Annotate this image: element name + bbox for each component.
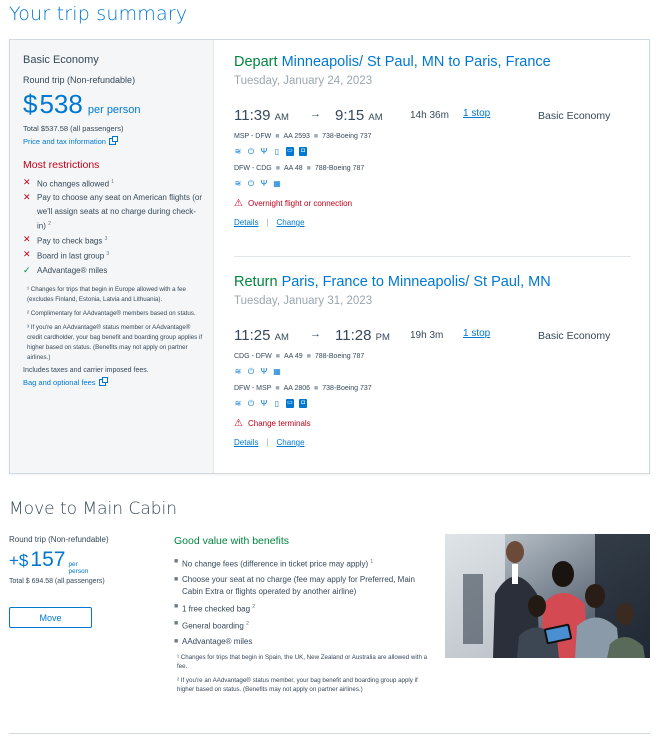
power-icon: ⏻ (247, 146, 255, 156)
footnote-ref: 3 (106, 251, 110, 258)
details-link[interactable]: Details (234, 438, 259, 447)
upsell-title: Move to Main Cabin (9, 499, 178, 519)
restriction-text: AAdvantage® miles (37, 265, 108, 275)
fare-price (23, 89, 203, 120)
price-per-person: per person (87, 104, 141, 116)
wifi-icon: ≋ (234, 366, 242, 376)
external-link-icon (109, 138, 116, 145)
leg-route: CDG - DFW (234, 353, 272, 360)
upsell-trip-type: Round trip (Non-refundable) (9, 535, 109, 544)
leg-info (234, 165, 631, 172)
power-icon: ⏻ (247, 178, 255, 188)
separator-dot: ■ (306, 165, 311, 172)
restriction-item (23, 233, 203, 248)
change-link[interactable]: Change (276, 438, 305, 447)
leg-aircraft: 738-Boeing 737 (322, 385, 372, 392)
leg-info (234, 385, 631, 392)
duration: 14h 36m (410, 110, 449, 121)
separator-dot: ■ (275, 165, 280, 172)
separator-dot: ■ (275, 133, 280, 140)
separator-dot: ■ (313, 133, 319, 140)
bullet-icon: ■ (174, 637, 179, 645)
warning-icon: ⚠ (234, 418, 243, 429)
usb-icon: Ψ (260, 366, 268, 376)
arrival-time (335, 327, 390, 344)
segment-label: Depart (234, 54, 278, 70)
usb-icon: Ψ (260, 178, 268, 188)
segment-date: Tuesday, January 24, 2023 (234, 75, 373, 87)
bullet-icon: ■ (174, 620, 179, 628)
includes-taxes: Includes taxes and carrier imposed fees. (23, 367, 149, 375)
benefits-block (174, 535, 436, 699)
arrival-time (335, 107, 383, 124)
footnotes (23, 285, 203, 363)
trip-type: Round trip (Non-refundable) (23, 75, 136, 85)
restriction-item (23, 248, 203, 263)
x-icon: ✕ (23, 234, 31, 245)
benefit-text: AAdvantage® miles (182, 636, 253, 646)
usb-icon: Ψ (260, 146, 268, 156)
x-icon: ✕ (23, 177, 31, 187)
leg-info (234, 133, 631, 140)
benefits-list (174, 556, 436, 648)
segment-route: Paris, France to Minneapolis/ St Paul, MN (281, 274, 551, 290)
main-cabin-photo (445, 534, 650, 658)
duration: 19h 3m (410, 330, 444, 341)
details-link[interactable]: Details (234, 218, 259, 227)
restrictions-list (23, 176, 203, 277)
price-amount: 538 (39, 89, 83, 119)
amenities (234, 178, 631, 188)
total-price: Total $537.58 (all passengers) (23, 124, 124, 133)
arrival-ampm: PM (375, 332, 390, 343)
upsell-total: Total $ 694.58 (all passengers) (9, 578, 105, 585)
segment-date: Tuesday, January 31, 2023 (234, 295, 373, 307)
price-tax-link-label[interactable]: Price and tax information (23, 137, 106, 146)
page-title: Your trip summary (9, 3, 188, 25)
wifi-icon: ≋ (234, 146, 242, 156)
benefit-item (174, 574, 436, 598)
leg-route: DFW - CDG (234, 165, 272, 172)
price-tax-link[interactable] (23, 137, 203, 146)
footnote: ² Complimentary for AAdvantage® members based on status. (27, 310, 196, 318)
price-currency: $ (23, 89, 38, 119)
depart-segment (234, 54, 631, 227)
phone-entertainment-icon: ▯ (274, 398, 280, 408)
stops-link[interactable]: 1 stop (463, 108, 491, 119)
warning-icon: ⚠ (234, 198, 243, 209)
benefit-text: No change fees (difference in ticket price may apply) (182, 559, 369, 569)
leg-aircraft: 788-Boeing 787 (314, 353, 365, 360)
bullet-icon: ■ (174, 602, 179, 610)
segment-title (234, 54, 631, 70)
footnote-ref: 2 (252, 603, 256, 610)
benefit-item (174, 556, 436, 571)
amenities (234, 398, 631, 408)
departure-ampm: AM (274, 112, 289, 123)
arrival-ampm: AM (368, 112, 383, 123)
departure-time (234, 327, 289, 344)
restriction-text: Pay to check bags (37, 236, 103, 246)
leg-route: MSP - DFW (234, 133, 272, 140)
wifi-icon: ≋ (234, 178, 242, 188)
segment-links (234, 218, 631, 227)
footnote: ¹ Changes for trips that begin in Spain, the UK, New Zealand or Australia are allowed with a fee. (177, 653, 428, 671)
segment-times (234, 107, 631, 125)
footnote-ref: 1 (370, 559, 374, 565)
restriction-item (23, 264, 203, 278)
return-segment (234, 274, 631, 447)
footnote: ² If you're an AAdvantage® status member, your bag benefit and boarding group apply if higher based on status. (Benefits may not apply on partner airlines.) (177, 676, 418, 694)
footnote-ref: 1 (111, 179, 115, 185)
benefit-item (174, 636, 436, 648)
benefit-text: 1 free checked bag (182, 604, 251, 614)
warning-text: Overnight flight or connection (247, 199, 353, 208)
trip-summary-card (9, 39, 650, 474)
separator-dot: ■ (275, 353, 280, 360)
restriction-text: No changes allowed (37, 179, 110, 189)
separator-dot: ■ (306, 353, 311, 360)
leg-aircraft: 738-Boeing 737 (322, 133, 372, 140)
arrival-time-value: 9:15 (335, 107, 365, 124)
footnote: ³ If you're an AAdvantage® status member or AAdvantage® credit cardholder, your bag benefit and boarding group applies if higher based on status. (Benefits may not apply on partner airlines.) (27, 324, 203, 362)
segment-route: Minneapolis/ St Paul, MN to Paris, France (281, 54, 551, 70)
fare-panel (10, 40, 214, 473)
footnote-ref: 2 (48, 221, 51, 228)
separator-dot: ■ (275, 385, 280, 392)
segment-divider (234, 256, 631, 257)
main-cabin-photo-illustration (445, 534, 650, 658)
restriction-item (23, 176, 203, 191)
phone-entertainment-icon: ▯ (274, 146, 280, 156)
leg-flight: AA 2806 (283, 385, 311, 392)
drink-icon: ◘ (299, 147, 307, 156)
warning-text: Change terminals (247, 419, 311, 428)
tv-icon: ▭ (287, 399, 293, 406)
restriction-text: Pay to choose any seat on American flights (or we'll assign seats at no charge during check-in) (37, 193, 202, 231)
footnote-ref: 2 (246, 621, 249, 628)
benefit-item (174, 601, 436, 616)
benefit-item (174, 618, 436, 633)
segment-title (234, 274, 631, 290)
change-link[interactable]: Change (276, 218, 305, 227)
leg-flight: AA 2593 (283, 133, 310, 140)
stops-link[interactable]: 1 stop (463, 328, 491, 339)
segment-times (234, 327, 631, 345)
footnote: ¹ Changes for trips that begin in Europe allowed with a fee (excludes Finland, Estonia, Latvia and Lithuania). (27, 286, 186, 304)
fare-name: Basic Economy (23, 54, 99, 66)
external-link-icon (99, 379, 106, 386)
link-separator: | (266, 438, 269, 447)
itinerary-panel (215, 40, 649, 473)
footnote-ref: 3 (104, 236, 108, 243)
leg-route: DFW - MSP (234, 385, 272, 392)
bag-fees-link-label[interactable]: Bag and optional fees (23, 378, 96, 388)
leg-flight: AA 48 (283, 165, 303, 172)
power-icon: ⏻ (247, 366, 255, 376)
upsell-plus-currency: +$ (9, 551, 29, 570)
wifi-icon: ≋ (234, 398, 242, 408)
power-icon: ⏻ (247, 398, 255, 408)
leg-aircraft: 788-Boeing 787 (314, 165, 365, 172)
cabin-class: Basic Economy (538, 330, 611, 342)
benefit-text: Choose your seat at no charge (fee may apply for Preferred, Main Cabin Extra or flights operated by another airline) (182, 574, 416, 596)
check-icon: ✓ (23, 264, 31, 275)
meal-icon: ▦ (273, 178, 281, 188)
restriction-item (23, 191, 203, 233)
upsell-per-person: per person (68, 561, 89, 575)
link-separator: | (266, 218, 269, 227)
tv-icon: ▭ (287, 147, 293, 154)
departure-time-value: 11:25 (234, 327, 271, 344)
separator-dot: ■ (314, 385, 319, 392)
upsell-price (9, 548, 159, 575)
benefits-title: Good value with benefits (174, 535, 289, 547)
x-icon: ✕ (23, 192, 31, 203)
bottom-divider (9, 733, 650, 734)
restrictions-title: Most restrictions (23, 159, 100, 171)
move-button[interactable]: Move (9, 607, 92, 628)
bag-fees-link[interactable] (23, 378, 203, 387)
usb-icon: Ψ (260, 398, 268, 408)
bullet-icon: ■ (174, 575, 179, 583)
departure-time-value: 11:39 (234, 107, 271, 124)
meal-icon: ▦ (273, 366, 281, 376)
restriction-text: Board in last group (37, 252, 105, 262)
warning (234, 198, 631, 209)
arrow-right-icon: → (310, 328, 321, 340)
warning (234, 418, 631, 429)
benefit-text: General boarding (182, 621, 244, 631)
arrow-right-icon: → (310, 108, 321, 120)
departure-ampm: AM (274, 332, 289, 343)
arrival-time-value: 11:28 (335, 327, 372, 344)
upsell-amount: 157 (30, 548, 66, 571)
segment-links (234, 438, 631, 447)
x-icon: ✕ (23, 249, 31, 260)
leg-flight: AA 49 (283, 353, 303, 360)
amenities (234, 366, 631, 376)
cabin-class: Basic Economy (538, 110, 611, 122)
departure-time (234, 107, 289, 124)
segment-label: Return (234, 274, 278, 290)
upsell-price-block (9, 535, 159, 585)
amenities (234, 146, 631, 156)
bullet-icon: ■ (174, 558, 179, 565)
leg-info (234, 353, 631, 360)
benefit-footnotes (174, 653, 436, 695)
drink-icon: ◘ (299, 399, 307, 408)
